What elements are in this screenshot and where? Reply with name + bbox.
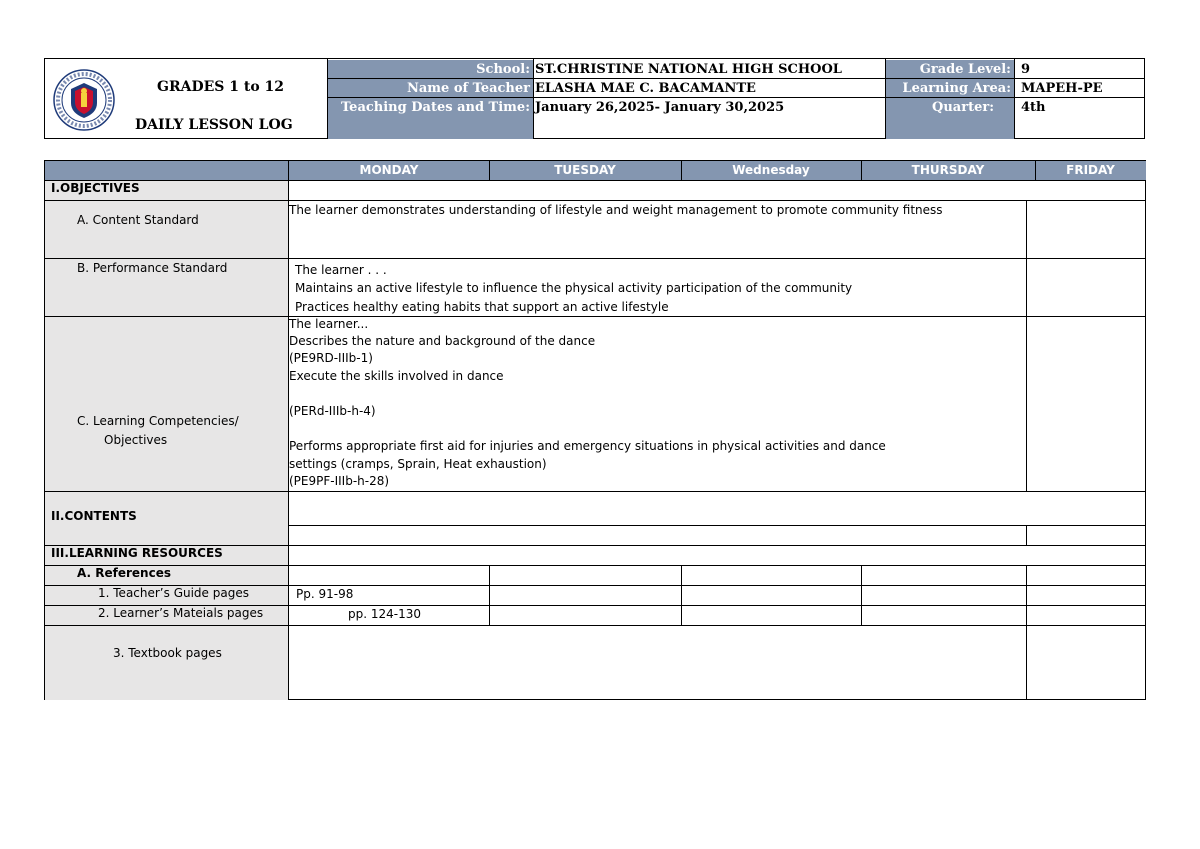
- day-header-blank: [45, 161, 289, 180]
- divider: [489, 161, 490, 180]
- learning-area-value: MAPEH-PE: [1021, 81, 1103, 96]
- divider: [533, 59, 534, 139]
- content-standard-text: The learner demonstrates understanding of lifestyle and weight management to promote community fitness: [289, 203, 943, 217]
- grade-level-label: Grade Level:: [885, 60, 1014, 79]
- school-value: ST.CHRISTINE NATIONAL HIGH SCHOOL: [535, 62, 842, 77]
- divider: [289, 525, 1145, 526]
- day-header-wednesday: Wednesday: [681, 161, 861, 180]
- divider: [45, 545, 1145, 546]
- competency-line-9: settings (cramps, Sprain, Heat exhaustion): [289, 457, 547, 471]
- competency-line-4: Execute the skills involved in dance: [289, 369, 504, 383]
- divider: [1035, 161, 1036, 180]
- contents-heading: II.CONTENTS: [45, 491, 289, 545]
- competency-line-3: (PE9RD-IIIb-1): [289, 351, 373, 365]
- competency-line-2: Describes the nature and background of the dance: [289, 334, 596, 348]
- day-header-thursday: THURSDAY: [861, 161, 1035, 180]
- divider: [327, 97, 1145, 98]
- lesson-log-table: [44, 160, 1146, 700]
- competencies-label-line-1: C. Learning Competencies/: [77, 414, 239, 428]
- divider: [45, 200, 1145, 201]
- performance-standard-line-3: Practices healthy eating habits that support an active lifestyle: [295, 300, 669, 314]
- divider: [45, 491, 1145, 492]
- divider: [45, 316, 1145, 317]
- divider: [1026, 525, 1027, 545]
- learning-resources-heading: III.LEARNING RESOURCES: [45, 545, 289, 565]
- dates-label: Teaching Dates and Time:: [328, 98, 533, 139]
- title-grades: GRADES 1 to 12: [157, 79, 285, 95]
- divider: [45, 180, 1145, 181]
- divider: [861, 161, 862, 180]
- competency-line-6: (PERd-IIIb-h-4): [289, 404, 376, 418]
- learning-area-label: Learning Area:: [885, 79, 1014, 98]
- divider: [45, 258, 1145, 259]
- deped-seal-logo: [53, 69, 115, 131]
- divider: [288, 161, 289, 700]
- learners-materials-label: 2. Learner’s Mateials pages: [45, 605, 289, 625]
- competency-line-10: (PE9PF-IIIb-h-28): [289, 474, 390, 488]
- performance-standard-line-2: Maintains an active lifestyle to influence the physical activity participation of the community: [295, 281, 853, 295]
- day-header-tuesday: TUESDAY: [489, 161, 681, 180]
- teachers-guide-label: 1. Teacher’s Guide pages: [45, 585, 289, 605]
- competency-line-1: The learner...: [289, 317, 369, 331]
- divider: [489, 565, 490, 625]
- teacher-label: Name of Teacher: [328, 79, 533, 98]
- competency-line-8: Performs appropriate first aid for injuries and emergency situations in physical activities and dance: [289, 439, 886, 453]
- day-header-friday: FRIDAY: [1035, 161, 1146, 180]
- divider: [885, 59, 886, 139]
- quarter-label: Quarter:: [885, 98, 1014, 139]
- divider: [1014, 59, 1015, 139]
- divider: [681, 161, 682, 180]
- textbook-label: 3. Textbook pages: [45, 625, 289, 700]
- divider: [327, 59, 328, 139]
- seal-icon: [53, 69, 115, 131]
- divider: [861, 565, 862, 625]
- header-block: [44, 58, 1145, 139]
- objectives-heading: I.OBJECTIVES: [45, 180, 289, 200]
- day-header-monday: MONDAY: [289, 161, 489, 180]
- divider: [45, 625, 1145, 626]
- references-heading: A. References: [45, 565, 289, 585]
- school-label: School:: [328, 60, 533, 79]
- dates-value: January 26,2025- January 30,2025: [535, 100, 785, 115]
- performance-standard-label: B. Performance Standard: [45, 258, 289, 316]
- competencies-label: [45, 316, 289, 491]
- competencies-label-line-2: Objectives: [104, 433, 168, 447]
- performance-standard-line-1: The learner . . .: [295, 263, 387, 277]
- divider: [45, 565, 1145, 566]
- divider: [327, 78, 1145, 79]
- grade-level-value: 9: [1021, 62, 1031, 77]
- divider: [45, 585, 1145, 586]
- content-standard-label: A. Content Standard: [45, 200, 289, 258]
- divider: [681, 565, 682, 625]
- teachers-guide-value: Pp. 91-98: [296, 587, 354, 601]
- divider: [45, 605, 1145, 606]
- title-daily-lesson-log: DAILY LESSON LOG: [135, 117, 293, 133]
- divider: [1026, 200, 1027, 491]
- teacher-value: ELASHA MAE C. BACAMANTE: [535, 81, 756, 96]
- quarter-value: 4th: [1021, 100, 1046, 115]
- learners-materials-value: pp. 124-130: [348, 607, 422, 621]
